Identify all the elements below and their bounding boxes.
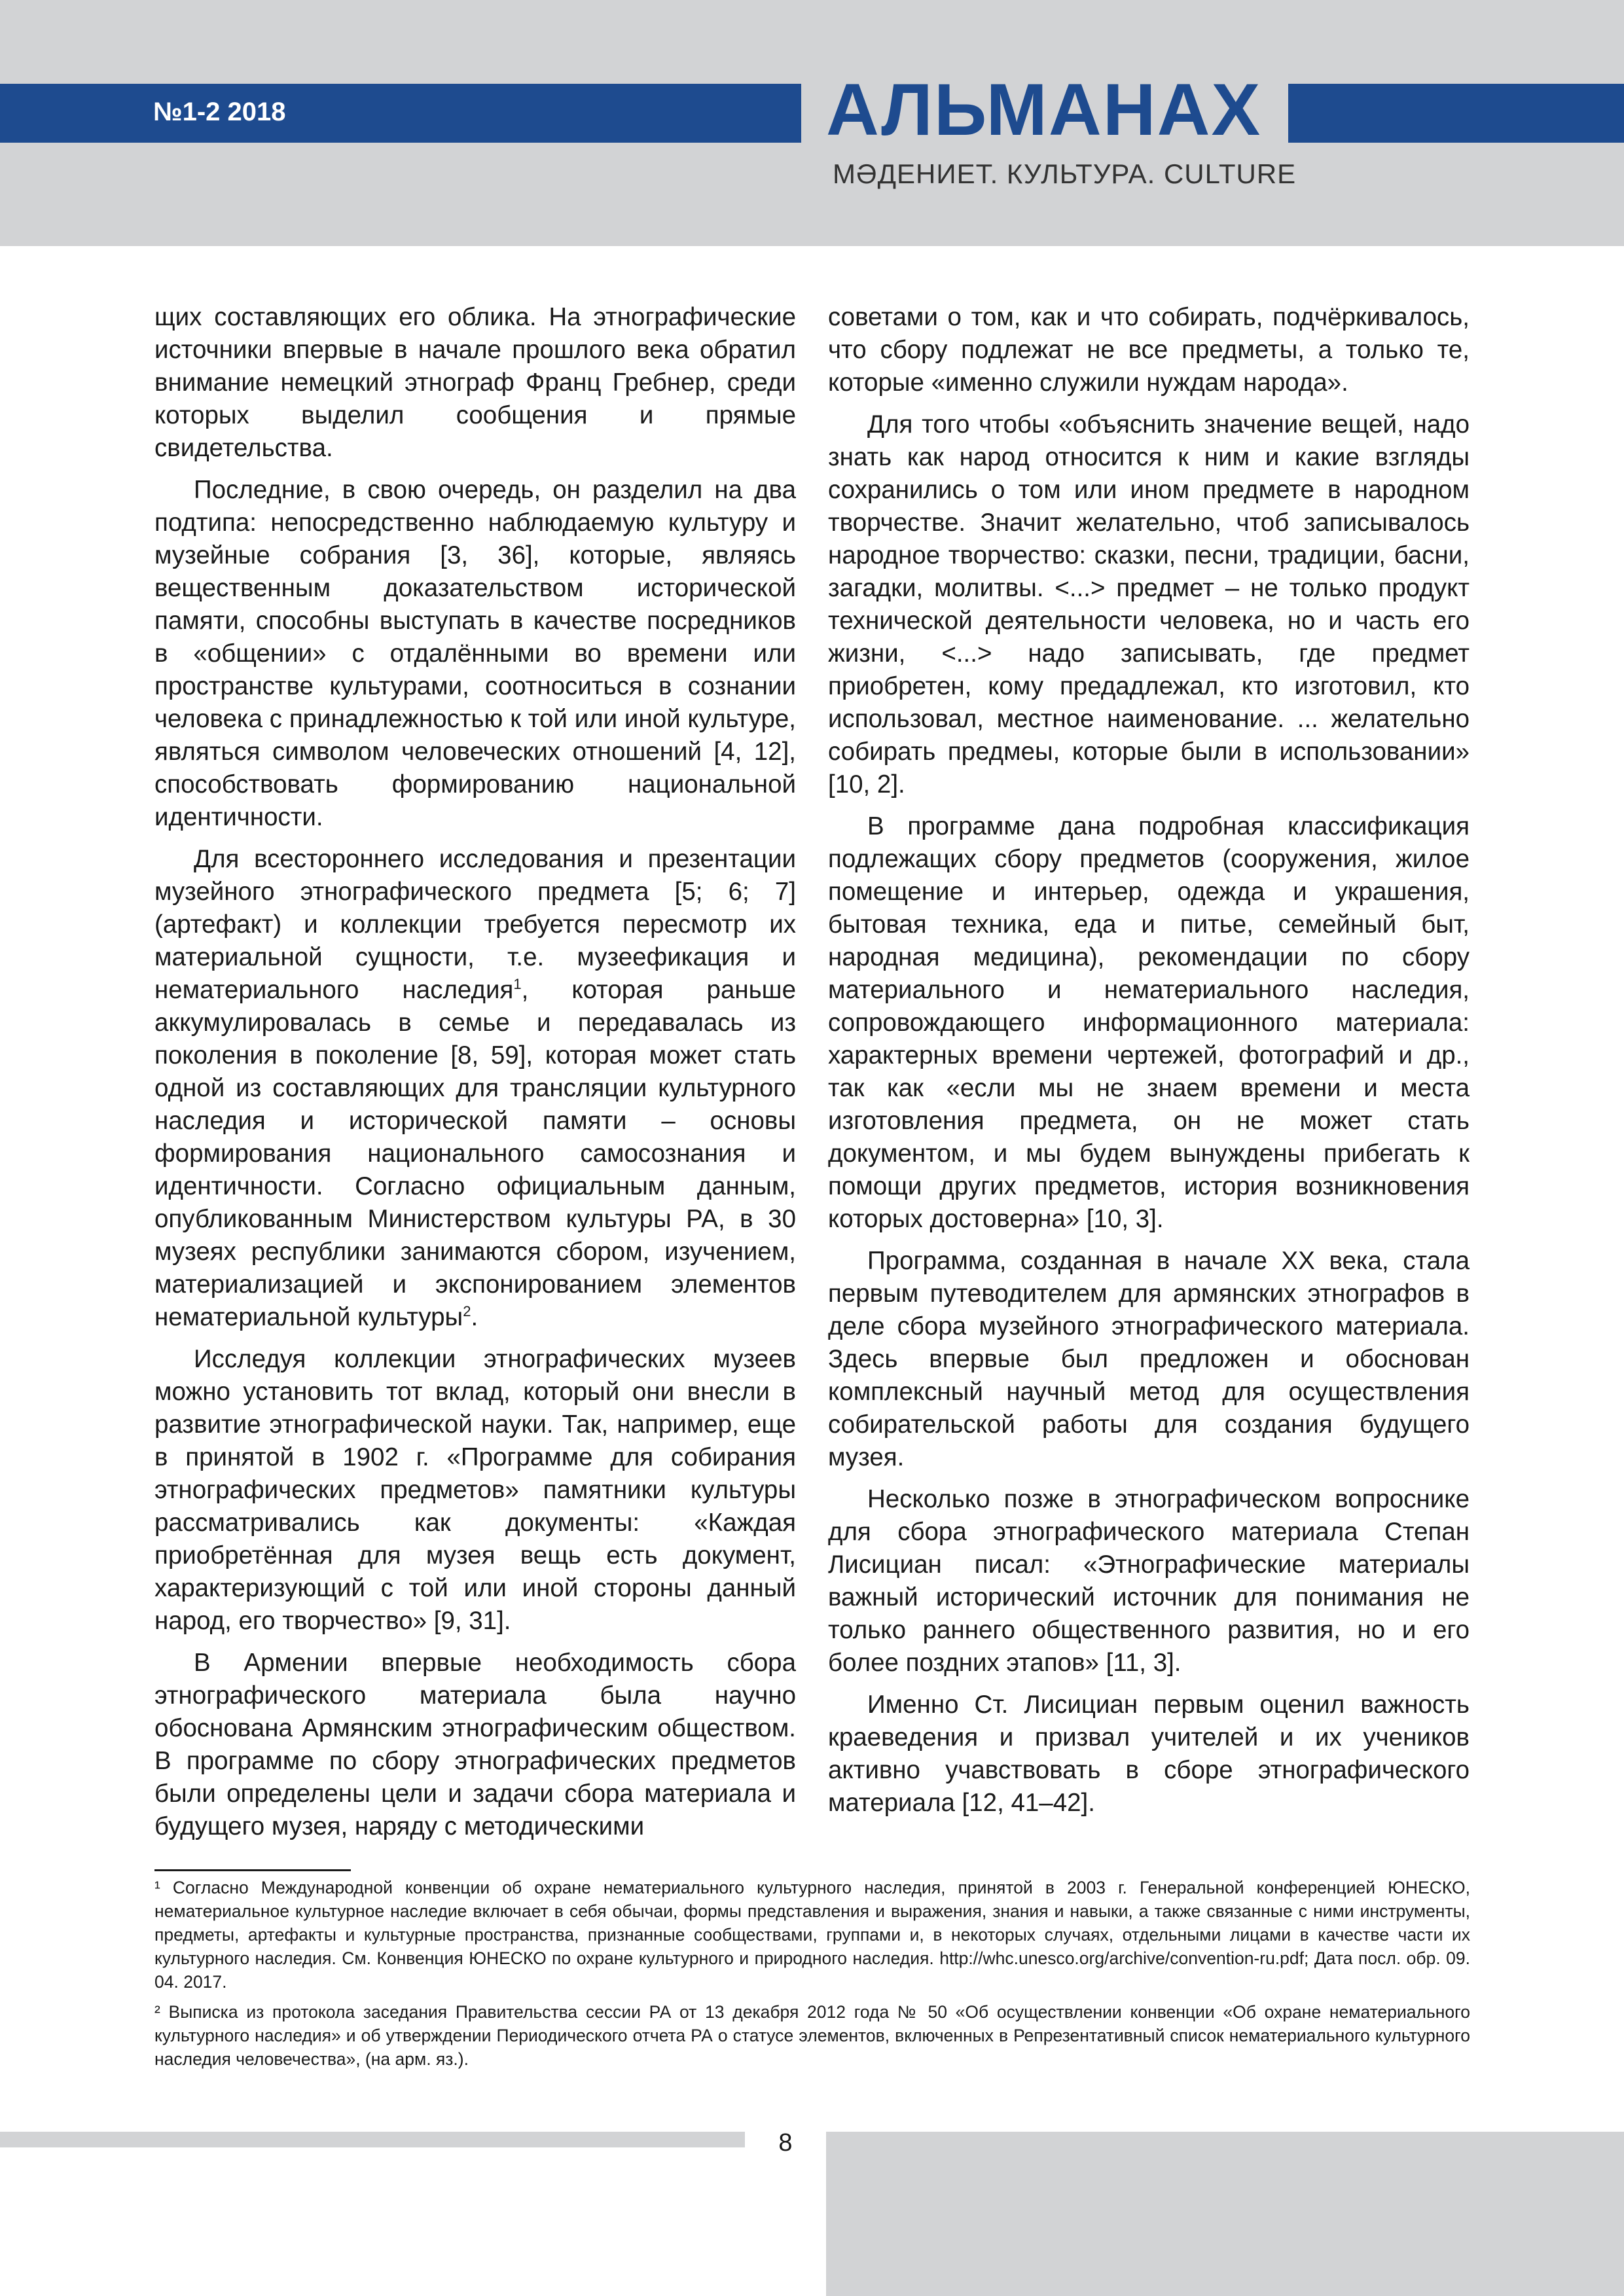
paragraph: советами о том, как и что собирать, подчёркивалось, что сбору подлежат не все предметы, а только те, которые «именно служили нуждам народа». [828, 303, 1470, 397]
page-number: 8 [778, 2129, 793, 2157]
left-column [154, 301, 796, 1852]
paragraph: Для того чтобы «объяснить значение вещей, надо знать как народ относится к ним и какие взгляды сохранились о том или ином предмете в народном творчестве. Значит желательно, чтоб записывалось народное творчество: сказки, песни, традиции, басни, загадки, молитвы. <...> предмет – не только продукт технической деятельности человека, но и часть его жизни, <...> надо записывать, где предмет приобретен, кому предадлежал, кто изготовил, кто использовал, местное наименование. ... желательно собирать предмеы, которые были в использовании» [10, 2]. [828, 410, 1470, 798]
paragraph-text: Для всестороннего исследования и презентации музейного этнографического предмета [5; 6; 7] (артефакт) и коллекции требуется пересмотр их материальной сущности, т.е. музеефикация и нематериального наследия [154, 845, 796, 1004]
paragraph: В Армении впервые необходимость сбора этнографического материала была научно обоснована Армянским этнографическим обществом. В программе по сбору этнографических предметов были определены цели и задачи сбора материала и будущего музея, наряду с методическими [154, 1649, 796, 1840]
paragraph: Исследуя коллекции этнографических музеев можно установить тот вклад, который они внесли в развитие этнографической науки. Так, например, еще в принятой в 1902 г. «Программе для собирания этнографических предметов» памятники культуры рассматривались как документы: «Каждая приобретённая для музея вещь есть документ, характеризующий с той или иной стороны данный народ, его творчество» [9, 31]. [154, 1345, 796, 1635]
footnote-1: ¹ Согласно Международной конвенции об охране нематериального культурного наследия, принятой в 2003 г. Генеральной конференцией ЮНЕСКО, нематериальное культурное наследие включает в себя обычаи, формы представления и выражения, знания и навыки, а также связанные с ними инструменты, предметы, артефакты и культурные пространства, признанные сообществами, группами и, в некоторых случаях, отдельными лицами в качестве части их культурного наследия. См. Конвенция ЮНЕСКО по охране культурного и природного наследия. http://whc.unesco.org/archive/convention-ru.pdf; Дата посл. обр. 09. 04. 2017. [154, 1878, 1470, 1992]
paragraph: Программа, созданная в начале XX века, стала первым путеводителем для армянских этнографов в деле сбора музейного этнографического материала. Здесь впервые был предложен и обоснован комплексный научный метод для осуществления собирательской работы для создания будущего музея. [828, 1247, 1470, 1471]
footer-block-right [826, 2132, 1624, 2296]
header-band-right [1288, 84, 1624, 143]
footnotes [154, 1876, 1470, 2077]
footnote-separator [154, 1869, 351, 1871]
paragraph-text: , которая раньше аккумулировалась в семье и передавалась из поколения в поколение [8, 59], которая может стать одной из составляющих для трансляции культурного наследия и исторической памяти – основы формирования национального самосознания и идентичности. Согласно официальным данным, опубликованным Министерством культуры РА, в 30 музеях республики занимаются сбором, изучением, материализацией и экспонированием элементов нематериальной культуры [154, 976, 796, 1331]
paragraph: щих составляющих его облика. На этнографические источники впервые в начале прошлого века обратил внимание немецкий этнограф Франц Гребнер, среди которых выделил сообщения и прямые свидетельства. [154, 303, 796, 462]
paragraph: Последние, в свою очередь, он разделил на два подтипа: непосредственно наблюдаемую культуру и музейные собрания [3, 36], которые, являясь вещественным доказательством исторической памяти, способны выступать в качестве посредников в «общении» с отдалёнными во времени или пространстве культурами, соотноситься в сознании человека с принадлежностью к той или иной культуре, являться символом человеческих отношений [4, 12], способствовать формированию национальной идентичности. [154, 476, 796, 831]
paragraph-text: . [471, 1303, 478, 1331]
footnote-ref: 2 [463, 1303, 471, 1320]
issue-number: №1-2 2018 [153, 98, 286, 126]
journal-subtitle: МӘДЕНИЕТ. КУЛЬТУРА. CULTURE [833, 158, 1297, 189]
right-column [828, 301, 1470, 1829]
footnote-ref: 1 [513, 976, 522, 993]
footnote-2: ² Выписка из протокола заседания Правительства сессии РА от 13 декабря 2012 года № 50 «Об осуществлении конвенции «Об охране нематериального культурного наследия» и об утверждении Периодического отчета РА о статусе элементов, включенных в Репрезентативный список нематериального культурного наследия человечества», (на арм. яз.). [154, 2002, 1470, 2069]
paragraph [154, 843, 796, 1334]
paragraph: Именно Ст. Лисициан первым оценил важность краеведения и призвал учителей и их учеников активно учавствовать в сборе этнографического материала [12, 41–42]. [828, 1691, 1470, 1817]
paragraph: В программе дана подробная классификация подлежащих сбору предметов (сооружения, жилое помещение и интерьер, одежда и украшения, бытовая техника, еда и питье, семейный быт, народная медицина), рекомендации по сбору материального и нематериального наследия, сопровождающего информационного материала: характерных времени чертежей, фотографий и др., так как «если мы не знаем времени и места изготовления предмета, он не может стать документом, и мы будем вынуждены прибегать к помощи других предметов, история возникновения которых достоверна» [10, 3]. [828, 812, 1470, 1233]
header-band-left [0, 84, 801, 143]
paragraph: Несколько позже в этнографическом вопроснике для сбора этнографического материала Степан Лисициан писал: «Этнографические материалы важный исторический источник для понимания не только раннего общественного развития, но и его более поздних этапов» [11, 3]. [828, 1485, 1470, 1677]
footer-bar-left [0, 2132, 745, 2147]
journal-title: АЛЬМАНАХ [826, 69, 1262, 151]
